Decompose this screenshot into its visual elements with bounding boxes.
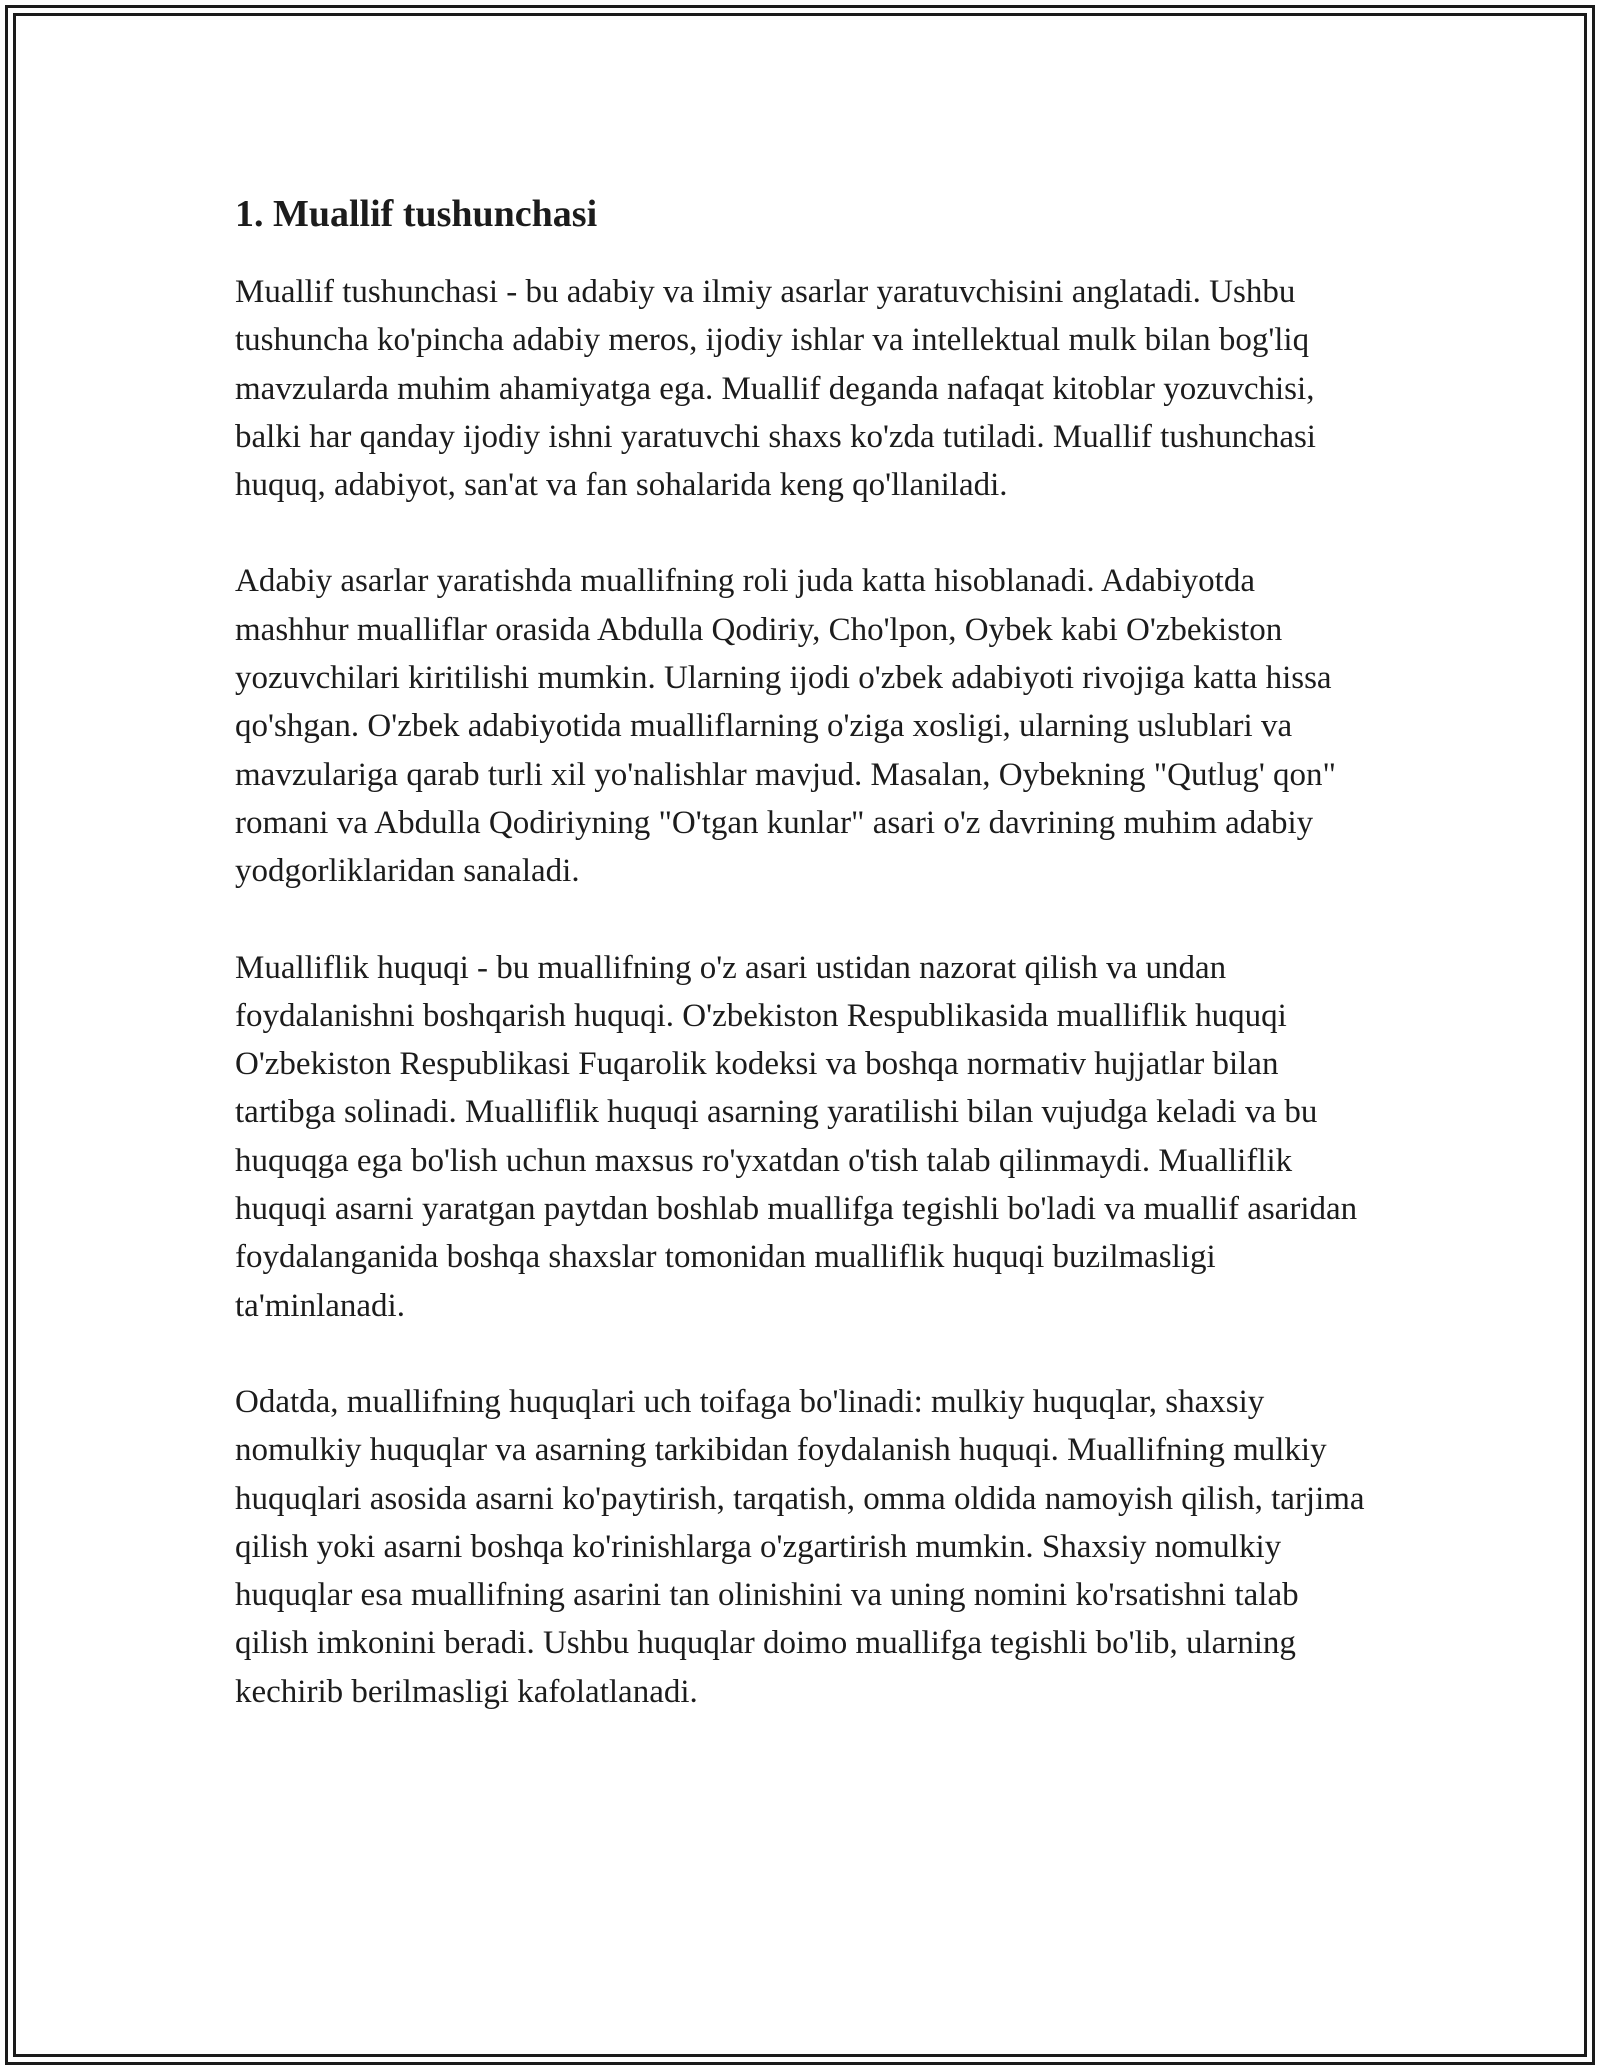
section-heading: 1. Muallif tushunchasi <box>235 193 598 235</box>
paragraph-author-concept: Muallif tushunchasi - bu adabiy va ilmiy asarlar yaratuvchisini anglatadi. Ushbu tushuncha ko'pincha adabiy meros, ijodiy ishlar va intellektual mulk bilan bog'liq mavzularda muhim ahamiyatga ega. Muallif deganda nafaqat kitoblar yozuvchisi, balki har qanday ijodiy ishni yaratuvchi shaxs ko'zda tutiladi. Muallif tushunchasi huquq, adabiyot, san'at va fan sohalarida keng qo'llaniladi. <box>235 274 1316 504</box>
paragraph-literary-authors: Adabiy asarlar yaratishda muallifning roli juda katta hisoblanadi. Adabiyotda mashhur mualliflar orasida Abdulla Qodiriy, Cho'lpon, Oybek kabi O'zbekiston yozuvchilari kiritilishi mumkin. Ularning ijodi o'zbek adabiyoti rivojiga katta hissa qo'shgan. O'zbek adabiyotida mualliflarning o'ziga xosligi, ularning uslublari va mavzulariga qarab turli xil yo'nalishlar mavjud. Masalan, Oybekning "Qutlug' qon" romani va Abdulla Qodiriyning "O'tgan kunlar" asari o'z davrining muhim adabiy yodgorliklaridan sanaladi. <box>235 563 1337 890</box>
document-body <box>235 186 1365 1716</box>
paragraph-author-rights: Odatda, muallifning huquqlari uch toifaga bo'linadi: mulkiy huquqlar, shaxsiy nomulkiy huquqlar va asarning tarkibidan foydalanish huquqi. Muallifning mulkiy huquqlari asosida asarni ko'paytirish, tarqatish, omma oldida namoyish qilish, tarjima qilish yoki asarni boshqa ko'rinishlarga o'zgartirish mumkin. Shaxsiy nomulkiy huquqlar esa muallifning asarini tan olinishini va uning nomini ko'rsatishni talab qilish imkonini beradi. Ushbu huquqlar doimo muallifga tegishli bo'lib, ularning kechirib berilmasligi kafolatlanadi. <box>235 1383 1365 1710</box>
paragraph-copyright: Mualliflik huquqi - bu muallifning o'z asari ustidan nazorat qilish va undan foydalanishni boshqarish huquqi. O'zbekiston Respublikasida mualliflik huquqi O'zbekiston Respublikasi Fuqarolik kodeksi va boshqa normativ hujjatlar bilan tartibga solinadi. Mualliflik huquqi asarning yaratilishi bilan vujudga keladi va bu huquqga ega bo'lish uchun maxsus ro'yxatdan o'tish talab qilinmaydi. Mualliflik huquqi asarni yaratgan paytdan boshlab muallifga tegishli bo'ladi va muallif asaridan foydalanganida boshqa shaxslar tomonidan mualliflik huquqi buzilmasligi ta'minlanadi. <box>235 949 1358 1324</box>
